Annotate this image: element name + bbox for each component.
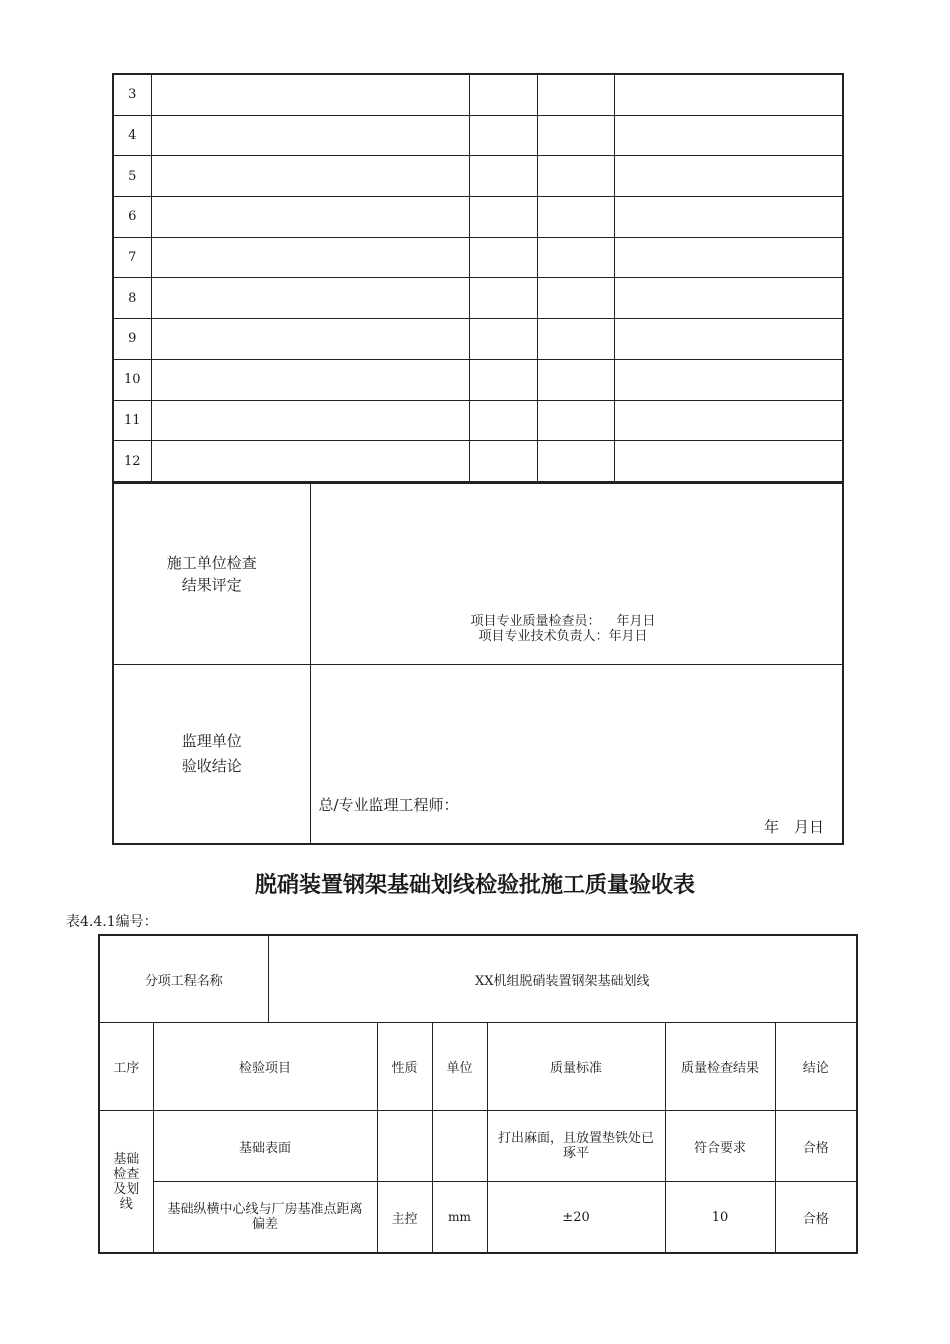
- tech-lead-label: 项目专业技术负责人：年月日: [478, 629, 648, 644]
- row-number: 8: [113, 278, 151, 319]
- item-name: 基础纵横中心线与厂房基准点距离偏差: [153, 1182, 377, 1254]
- header-result: 质量检查结果: [665, 1023, 775, 1111]
- row-number: 7: [113, 237, 151, 278]
- row-result: [614, 400, 843, 441]
- row-item: [151, 359, 469, 400]
- header-conclusion: 结论: [775, 1023, 857, 1111]
- row-number: 11: [113, 400, 151, 441]
- construction-label-line1: 施工单位检查: [166, 554, 257, 572]
- row-nature: [469, 441, 537, 482]
- row-result: [614, 441, 843, 482]
- item-unit: [432, 1111, 487, 1182]
- supervision-date: 年 月日: [763, 818, 824, 836]
- row-nature: [469, 156, 537, 197]
- item-nature: [377, 1111, 432, 1182]
- inspection-row: [113, 441, 843, 482]
- row-nature: [469, 359, 537, 400]
- row-nature: [469, 400, 537, 441]
- inspection-items-body: [113, 74, 843, 482]
- inspection-row: [113, 197, 843, 238]
- inspection-row: [113, 278, 843, 319]
- construction-label-line2: 结果评定: [181, 576, 242, 594]
- header-item: 检验项目: [153, 1023, 377, 1111]
- supervision-conclusion-cell: [310, 665, 843, 845]
- header-standard: 质量标准: [487, 1023, 665, 1111]
- quality-inspector-label: 项目专业质量检查员：: [470, 614, 601, 629]
- row-unit: [537, 400, 614, 441]
- row-unit: [537, 278, 614, 319]
- row-unit: [537, 319, 614, 360]
- process-name: 基础检查及划线: [99, 1111, 153, 1254]
- inspection-row: [113, 400, 843, 441]
- supervision-label-line2: 验收结论: [181, 757, 242, 775]
- row-result: [614, 319, 843, 360]
- row-nature: [469, 278, 537, 319]
- row-nature: [469, 197, 537, 238]
- row-item: [151, 319, 469, 360]
- supervision-label: [113, 665, 310, 845]
- inspection-row: [113, 74, 843, 115]
- row-item: [151, 197, 469, 238]
- item-result: 符合要求: [665, 1111, 775, 1182]
- supervision-engineer-label: 总/专业监理工程师：: [318, 796, 459, 814]
- inspection-row: [113, 237, 843, 278]
- row-result: [614, 115, 843, 156]
- construction-label: [113, 483, 310, 665]
- acceptance-table: [98, 934, 858, 1254]
- item-standard: ±20: [487, 1182, 665, 1254]
- row-unit: [537, 115, 614, 156]
- supervision-label-line1: 监理单位: [181, 732, 242, 750]
- item-result: 10: [665, 1182, 775, 1254]
- row-result: [614, 74, 843, 115]
- row-number: 12: [113, 441, 151, 482]
- row-result: [614, 156, 843, 197]
- row-item: [151, 400, 469, 441]
- inspection-items-table: [112, 73, 844, 483]
- inspection-row: [113, 359, 843, 400]
- document-title: 脱硝装置钢架基础划线检验批施工质量验收表: [254, 873, 695, 898]
- row-unit: [537, 237, 614, 278]
- table-code: 表4.4.1编号：: [66, 914, 158, 930]
- construction-result-cell: [310, 483, 843, 665]
- project-name-label: 分项工程名称: [99, 935, 268, 1023]
- item-name: 基础表面: [153, 1111, 377, 1182]
- row-result: [614, 197, 843, 238]
- row-item: [151, 74, 469, 115]
- row-number: 3: [113, 74, 151, 115]
- header-unit: 单位: [432, 1023, 487, 1111]
- row-unit: [537, 74, 614, 115]
- row-unit: [537, 197, 614, 238]
- project-name-value: XX机组脱硝装置钢架基础划线: [268, 935, 857, 1023]
- row-result: [614, 237, 843, 278]
- item-nature: 主控: [377, 1182, 432, 1254]
- row-number: 4: [113, 115, 151, 156]
- item-conclusion: 合格: [775, 1182, 857, 1254]
- row-result: [614, 278, 843, 319]
- row-nature: [469, 237, 537, 278]
- row-unit: [537, 156, 614, 197]
- inspection-row: [113, 156, 843, 197]
- row-item: [151, 115, 469, 156]
- row-unit: [537, 359, 614, 400]
- quality-inspector-date: 年月日: [616, 614, 656, 629]
- row-nature: [469, 115, 537, 156]
- header-process: 工序: [99, 1023, 153, 1111]
- row-item: [151, 237, 469, 278]
- item-unit: mm: [432, 1182, 487, 1254]
- item-conclusion: 合格: [775, 1111, 857, 1182]
- row-result: [614, 359, 843, 400]
- row-item: [151, 278, 469, 319]
- row-nature: [469, 74, 537, 115]
- row-unit: [537, 441, 614, 482]
- row-number: 10: [113, 359, 151, 400]
- row-nature: [469, 319, 537, 360]
- inspection-row: [113, 319, 843, 360]
- signoff-table: [112, 482, 844, 845]
- row-number: 9: [113, 319, 151, 360]
- row-number: 5: [113, 156, 151, 197]
- inspection-row: [113, 115, 843, 156]
- row-number: 6: [113, 197, 151, 238]
- item-standard: 打出麻面，且放置垫铁处已琢平: [487, 1111, 665, 1182]
- header-nature: 性质: [377, 1023, 432, 1111]
- row-item: [151, 441, 469, 482]
- row-item: [151, 156, 469, 197]
